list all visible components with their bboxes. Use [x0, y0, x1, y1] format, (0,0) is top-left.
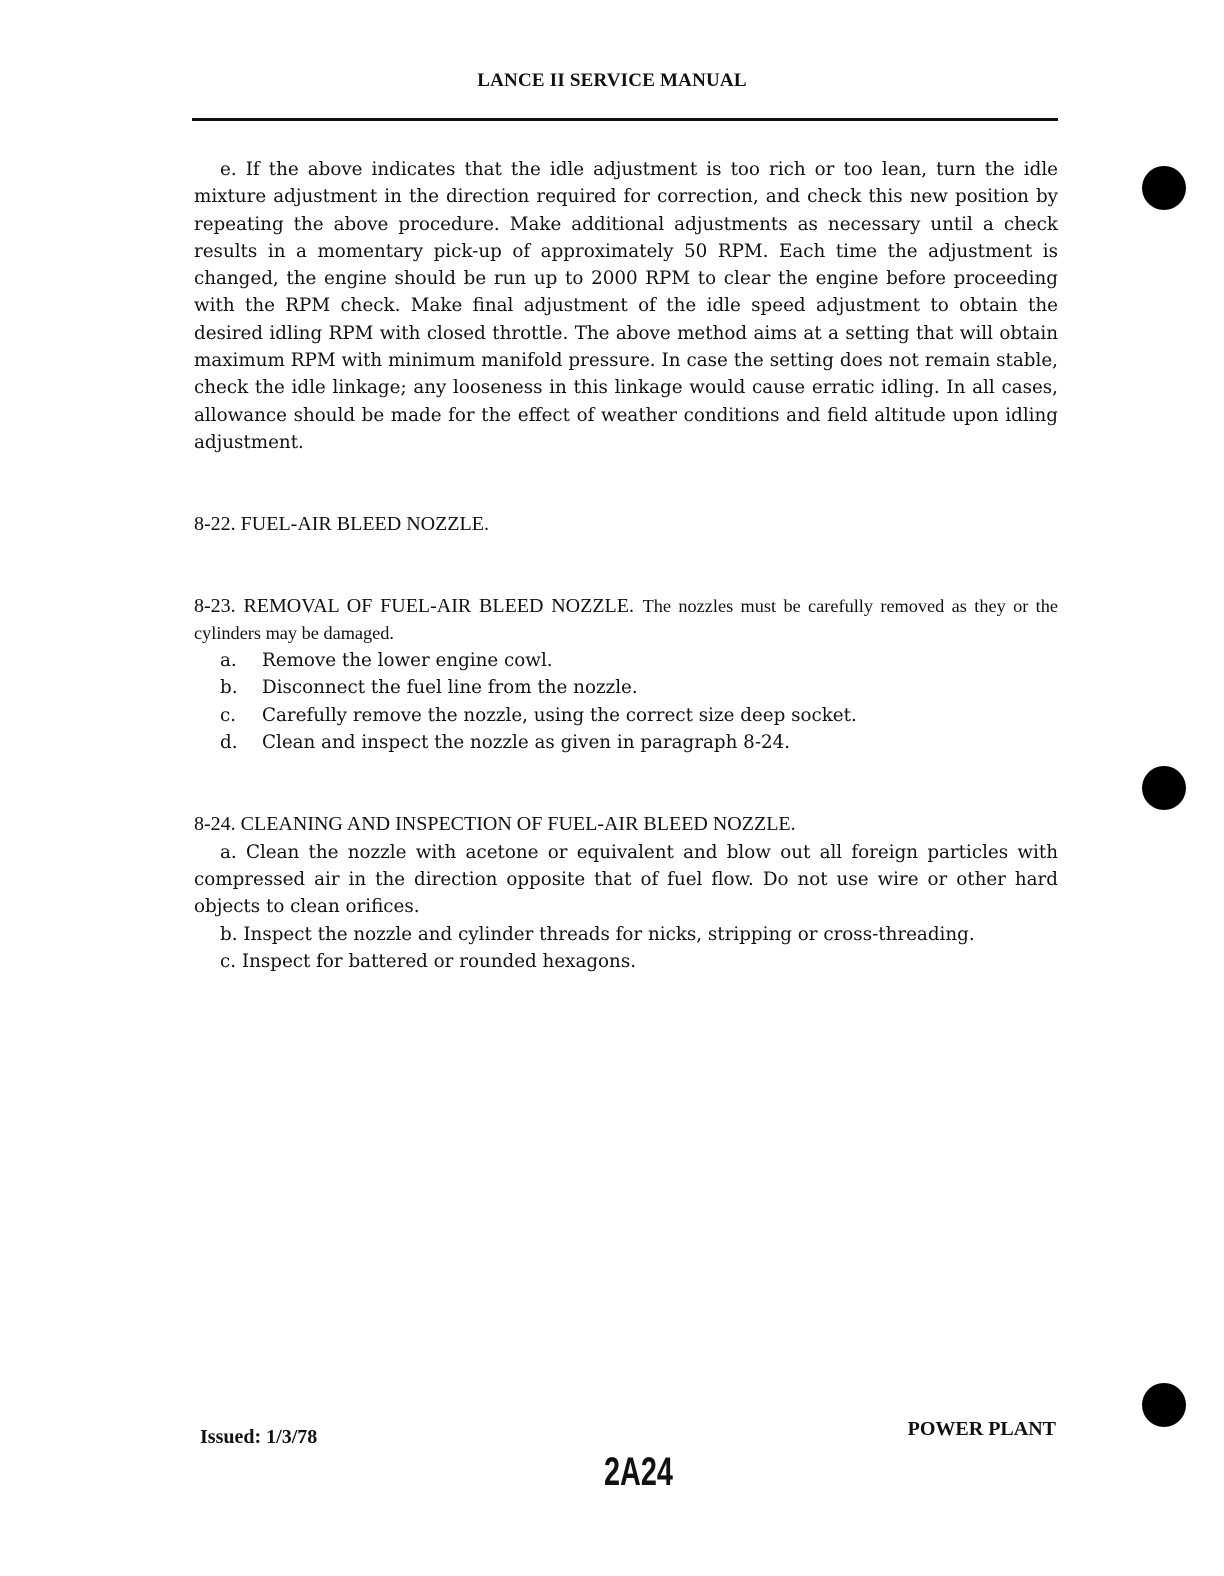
step-text: Remove the lower engine cowl.	[262, 650, 553, 672]
list-item	[194, 702, 1058, 729]
fiche-number: 2A24	[604, 1450, 673, 1494]
step-marker: d.	[220, 732, 238, 754]
inspection-step-b: b. Inspect the nozzle and cylinder threads for nicks, stripping or cross-threading.	[220, 923, 975, 945]
step-marker: b.	[220, 677, 238, 699]
step-marker: a.	[220, 650, 237, 672]
page-header-title: LANCE II SERVICE MANUAL	[477, 70, 747, 91]
step-text: Carefully remove the nozzle, using the correct size deep socket.	[262, 704, 857, 726]
step-text: Disconnect the fuel line from the nozzle.	[262, 677, 638, 699]
section-8-24-title: 8-24. CLEANING AND INSPECTION OF FUEL-AIR BLEED NOZZLE.	[194, 813, 796, 836]
list-item	[194, 674, 1058, 701]
inspection-step-a: a. Clean the nozzle with acetone or equivalent and blow out all foreign particles with compressed air in the direction opposite that of fuel flow. Do not use wire or other hard objects to clean orifices.	[194, 841, 1058, 918]
section-8-22-title: 8-22. FUEL-AIR BLEED NOZZLE.	[194, 513, 489, 536]
list-item	[194, 729, 1058, 756]
list-item	[194, 647, 1058, 674]
section-8-23-intro: The nozzles must be carefully removed as they or the cylinders may be damaged.	[194, 595, 1058, 643]
step-text: Clean and inspect the nozzle as given in paragraph 8-24.	[262, 732, 791, 754]
removal-steps-list	[194, 647, 1058, 756]
inspection-step-c: c. Inspect for battered or rounded hexagons.	[220, 950, 637, 972]
header-rule	[192, 118, 1058, 121]
punch-hole-top	[1142, 166, 1186, 210]
page-content	[194, 156, 1058, 975]
section-8-23-heading	[194, 593, 1058, 648]
section-name: POWER PLANT	[907, 1418, 1056, 1440]
paragraph-e: e. If the above indicates that the idle adjustment is too rich or too lean, turn the idle mixture adjustment in the direction required for correction, and check this new position by repeating the above procedure. Make additional adjustments as necessary until a check results in a momentary pick-up of approximately 50 RPM. Each time the adjustment is changed, the engine should be run up to 2000 RPM to clear the engine before proceeding with the RPM check. Make final adjustment of the idle speed adjustment to obtain the desired idling RPM with closed throttle. The above method aims at a setting that will obtain maximum RPM with minimum manifold pressure. In case the setting does not remain stable, check the idle linkage; any looseness in this linkage would cause erratic idling. In all cases, allowance should be made for the effect of weather conditions and field altitude upon idling adjustment.	[194, 159, 1058, 453]
step-marker: c.	[220, 704, 237, 726]
punch-hole-bottom	[1142, 1383, 1186, 1427]
section-8-23-title: 8-23. REMOVAL OF FUEL-AIR BLEED NOZZLE.	[194, 594, 634, 617]
issued-date: Issued: 1/3/78	[200, 1426, 318, 1448]
punch-hole-middle	[1142, 766, 1186, 810]
